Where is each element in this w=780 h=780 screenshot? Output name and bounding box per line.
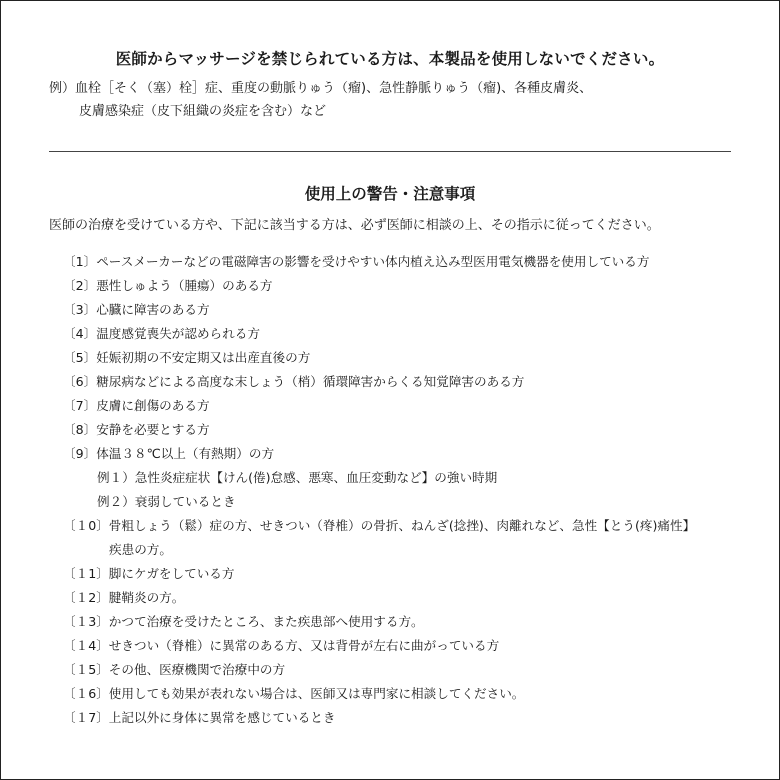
warning-item-7: 〔7〕皮膚に創傷のある方 <box>63 398 210 413</box>
warning-item-11: 〔１1〕脚にケガをしている方 <box>63 566 235 581</box>
warning-item-12: 〔１2〕腱鞘炎の方。 <box>63 590 185 605</box>
example-line-1: 例）血栓［そく（塞）栓］症、重度の動脈りゅう（瘤)、急性静脈りゅう（瘤)、各種皮膚炎、 <box>49 81 593 96</box>
warning-item-14: 〔１4〕せきつい（脊椎）に異常のある方、又は背骨が左右に曲がっている方 <box>63 638 500 653</box>
warning-item-17: 〔１7〕上記以外に身体に異常を感じているとき <box>63 710 336 725</box>
warning-item-4: 〔4〕温度感覚喪失が認められる方 <box>63 326 260 341</box>
warning-item-9-example-2: 例２）衰弱しているとき <box>97 494 236 509</box>
warning-item-9-example-1: 例１）急性炎症症状【けん(倦)怠感、悪寒、血圧変動など】の強い時期 <box>97 470 498 485</box>
warnings-list <box>63 250 739 730</box>
warnings-title: 使用上の警告・注意事項 <box>304 185 476 203</box>
warning-item-9: 〔9〕体温３８℃以上（有熱期）の方 <box>63 446 275 461</box>
warnings-intro: 医師の治療を受けている方や、下記に該当する方は、必ず医師に相談の上、その指示に従ってください。 <box>49 218 660 233</box>
warning-item-10-continued: 疾患の方。 <box>109 542 172 557</box>
warning-item-3: 〔3〕心臓に障害のある方 <box>63 302 210 317</box>
warning-item-1: 〔1〕ペースメーカーなどの電磁障害の影響を受けやすい体内植え込み型医用電気機器を使用している方 <box>63 254 650 269</box>
warning-item-13: 〔１3〕かつて治療を受けたところ、また疾患部へ使用する方。 <box>63 614 424 629</box>
example-line-2: 皮膚感染症（皮下組織の炎症を含む）など <box>79 104 327 119</box>
warning-item-16: 〔１6〕使用しても効果が表れない場合は、医師又は専門家に相談してください。 <box>63 686 525 701</box>
warning-item-6: 〔6〕糖尿病などによる高度な末しょう（梢）循環障害からくる知覚障害のある方 <box>63 374 525 389</box>
contraindication-title: 医師からマッサージを禁じられている方は、本製品を使用しないでください。 <box>115 50 665 68</box>
warning-item-8: 〔8〕安静を必要とする方 <box>63 422 210 437</box>
warning-item-15: 〔１5〕その他、医療機関で治療中の方 <box>63 662 286 677</box>
warning-item-2: 〔2〕悪性しゅよう（腫瘍）のある方 <box>63 278 273 293</box>
section-divider <box>49 151 731 152</box>
warning-item-5: 〔5〕妊娠初期の不安定期又は出産直後の方 <box>63 350 311 365</box>
warning-item-10: 〔１0〕骨粗しょう（鬆）症の方、せきつい（脊椎）の骨折、ねんざ(捻挫)、肉離れなど、急性【とう(疼)痛性】 <box>63 518 696 533</box>
